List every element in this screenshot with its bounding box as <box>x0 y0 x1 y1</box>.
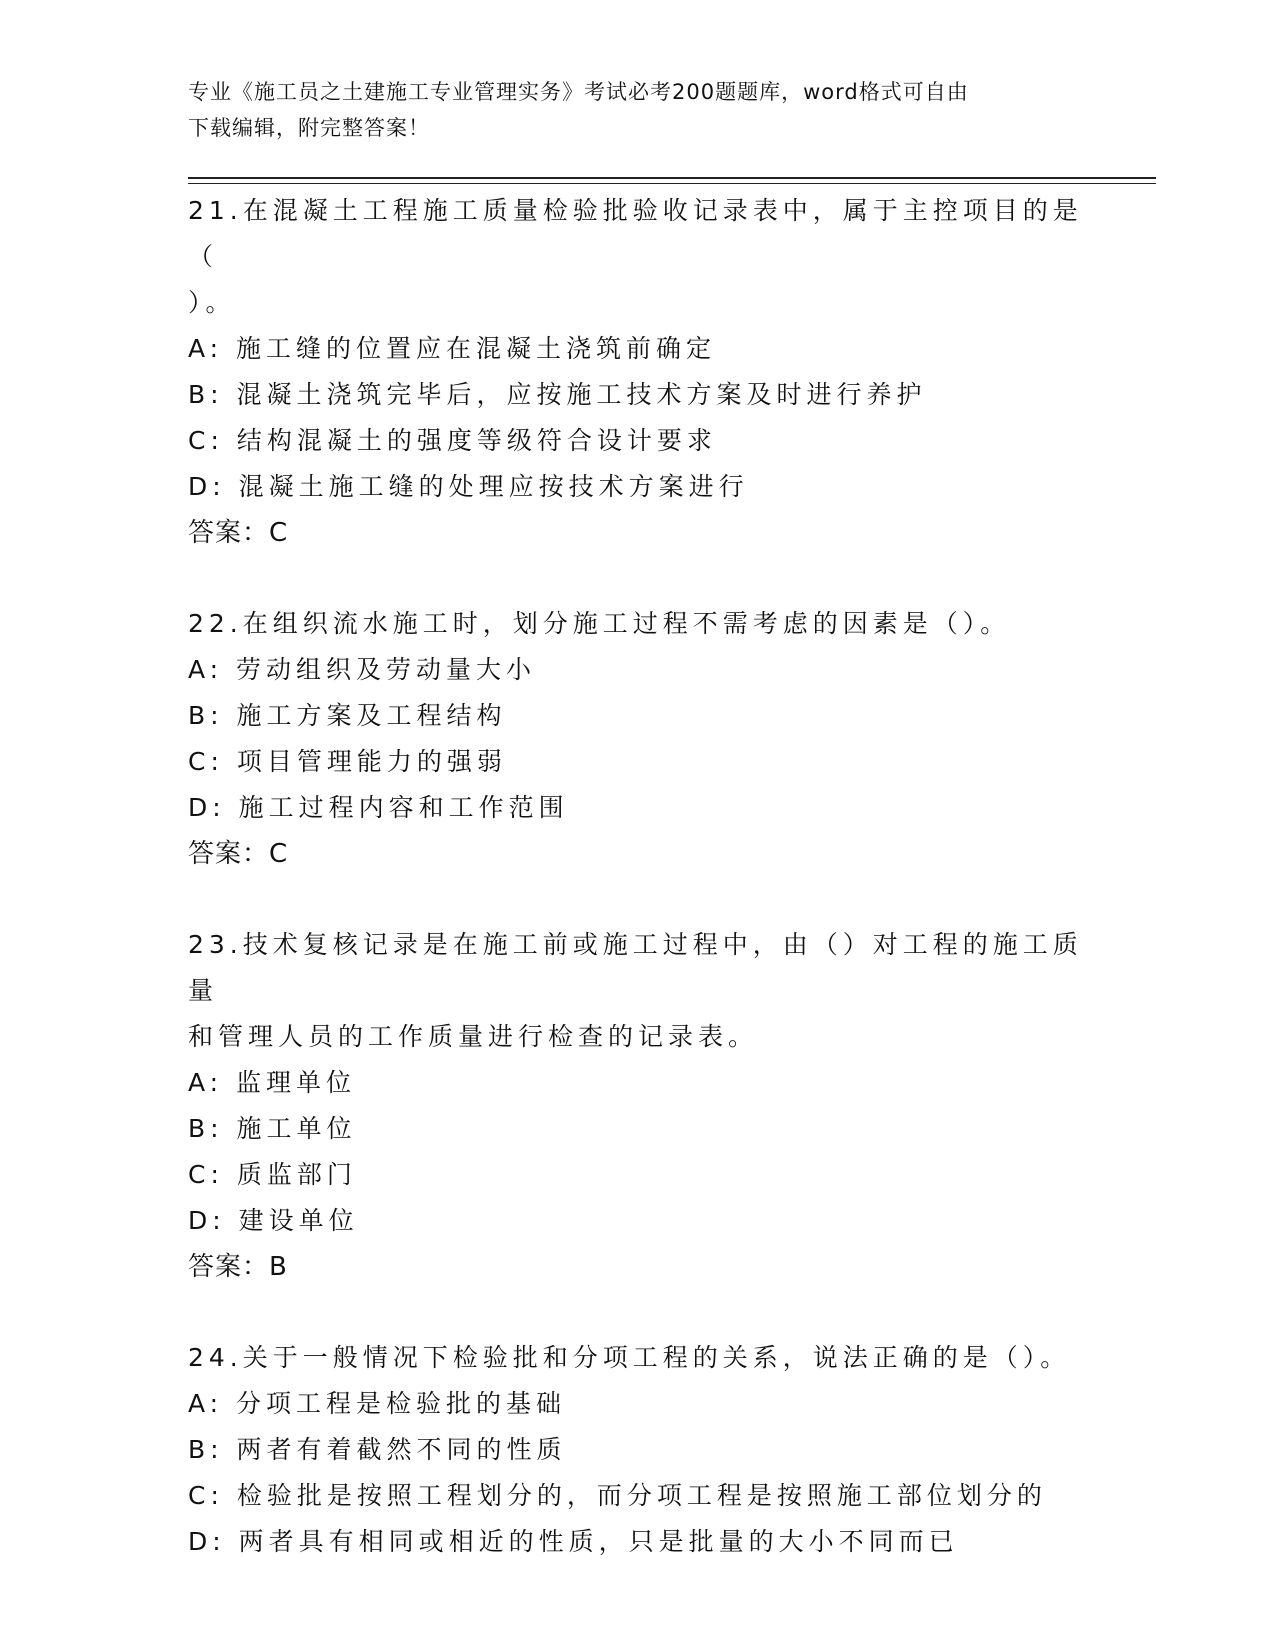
question-stem <box>188 188 1088 326</box>
option-c: C: 项目管理能力的强弱 <box>188 747 507 776</box>
question-stem-line: 24.关于一般情况下检验批和分项工程的关系，说法正确的是（）。 <box>188 1343 1071 1372</box>
option-a: A: 施工缝的位置应在混凝土浇筑前确定 <box>188 334 717 363</box>
header-divider-thick <box>188 177 1156 179</box>
option-a: A: 劳动组织及劳动量大小 <box>188 655 537 684</box>
question-stem <box>188 601 1088 647</box>
option-a: A: 分项工程是检验批的基础 <box>188 1389 567 1418</box>
option-d: D: 混凝土施工缝的处理应按技术方案进行 <box>188 472 749 501</box>
header-line-2: 下载编辑，附完整答案！ <box>188 116 430 140</box>
option-d: D: 两者具有相同或相近的性质，只是批量的大小不同而已 <box>188 1527 959 1556</box>
question-23 <box>188 922 1088 1290</box>
question-22 <box>188 601 1088 877</box>
question-stem-line: 和管理人员的工作质量进行检查的记录表。 <box>188 1022 759 1051</box>
header-line-1: 专业《施工员之土建施工专业管理实务》考试必考200题题库，word格式可自由 <box>188 80 969 104</box>
option-d: D: 建设单位 <box>188 1206 359 1235</box>
question-stem <box>188 922 1088 1060</box>
option-c: C: 结构混凝土的强度等级符合设计要求 <box>188 426 717 455</box>
option-d: D: 施工过程内容和工作范围 <box>188 793 569 822</box>
answer: 答案：C <box>188 839 289 869</box>
option-c: C: 质监部门 <box>188 1160 357 1189</box>
option-a: A: 监理单位 <box>188 1068 357 1097</box>
option-b: B: 施工单位 <box>188 1114 357 1143</box>
question-list <box>188 188 1088 1610</box>
question-stem-line: 21.在混凝土工程施工质量检验批验收记录表中，属于主控项目的是（ <box>188 196 1083 271</box>
answer: 答案：C <box>188 518 289 548</box>
option-b: B: 混凝土浇筑完毕后，应按施工技术方案及时进行养护 <box>188 380 927 409</box>
question-stem-line: ）。 <box>188 288 236 317</box>
option-c: C: 检验批是按照工程划分的，而分项工程是按照施工部位划分的 <box>188 1481 1047 1510</box>
question-stem-line: 23.技术复核记录是在施工前或施工过程中，由（）对工程的施工质量 <box>188 930 1083 1005</box>
question-stem <box>188 1335 1088 1381</box>
option-b: B: 两者有着截然不同的性质 <box>188 1435 567 1464</box>
document-header <box>188 74 1088 146</box>
answer: 答案：B <box>188 1252 288 1282</box>
question-stem-line: 22.在组织流水施工时，划分施工过程不需考虑的因素是（）。 <box>188 609 1011 638</box>
question-21 <box>188 188 1088 556</box>
header-divider-thin <box>188 183 1156 184</box>
option-b: B: 施工方案及工程结构 <box>188 701 507 730</box>
question-24 <box>188 1335 1088 1565</box>
